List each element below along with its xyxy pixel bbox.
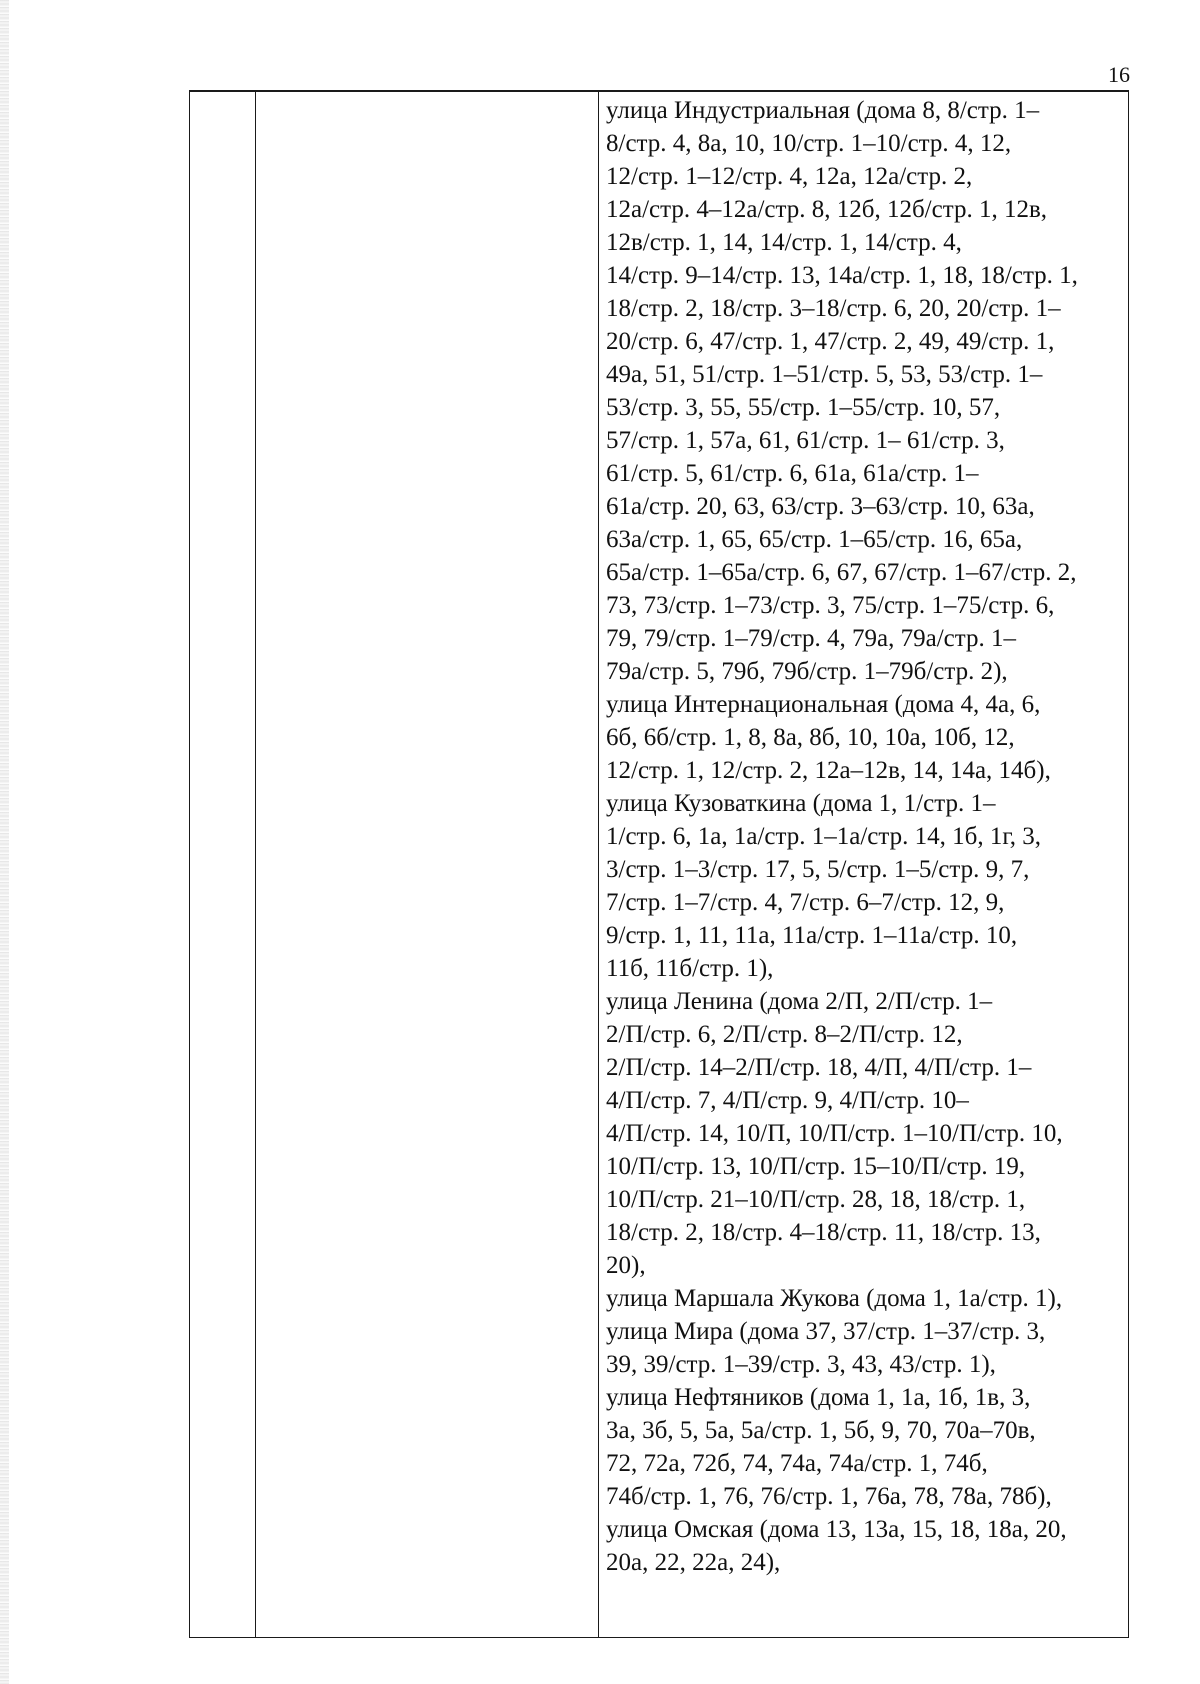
address-line: 8/стр. 4, 8а, 10, 10/стр. 1–10/стр. 4, 12, — [606, 130, 1012, 157]
address-line: 61а/стр. 20, 63, 63/стр. 3–63/стр. 10, 63а, — [606, 493, 1035, 520]
address-line: 72, 72а, 72б, 74, 74а, 74а/стр. 1, 74б, — [606, 1450, 988, 1477]
address-line: 65а/стр. 1–65а/стр. 6, 67, 67/стр. 1–67/стр. 2, — [606, 559, 1077, 586]
address-line: улица Ленина (дома 2/П, 2/П/стр. 1– — [606, 988, 993, 1015]
address-line: 3а, 3б, 5, 5а, 5а/стр. 1, 5б, 9, 70, 70а–70в, — [606, 1417, 1036, 1444]
address-line: 20/стр. 6, 47/стр. 1, 47/стр. 2, 49, 49/стр. 1, — [606, 328, 1055, 355]
address-line: улица Индустриальная (дома 8, 8/стр. 1– — [606, 97, 1040, 124]
address-line: 12/стр. 1, 12/стр. 2, 12а–12в, 14, 14а, 14б), — [606, 757, 1051, 784]
address-line: 12а/стр. 4–12а/стр. 8, 12б, 12б/стр. 1, 12в, — [606, 196, 1048, 223]
address-line: улица Омская (дома 13, 13а, 15, 18, 18а, 20, — [606, 1516, 1067, 1543]
address-line: улица Кузоваткина (дома 1, 1/стр. 1– — [606, 790, 996, 817]
address-line: 14/стр. 9–14/стр. 13, 14а/стр. 1, 18, 18/стр. 1, — [606, 262, 1078, 289]
address-line: 2/П/стр. 6, 2/П/стр. 8–2/П/стр. 12, — [606, 1021, 963, 1048]
address-line: 20а, 22, 22а, 24), — [606, 1549, 781, 1576]
address-line: 18/стр. 2, 18/стр. 3–18/стр. 6, 20, 20/стр. 1– — [606, 295, 1061, 322]
address-line: 18/стр. 2, 18/стр. 4–18/стр. 11, 18/стр. 13, — [606, 1219, 1041, 1246]
address-line: 53/стр. 3, 55, 55/стр. 1–55/стр. 10, 57, — [606, 394, 1001, 421]
address-line: 79а/стр. 5, 79б, 79б/стр. 1–79б/стр. 2), — [606, 658, 1008, 685]
address-line: 7/стр. 1–7/стр. 4, 7/стр. 6–7/стр. 12, 9, — [606, 889, 1005, 916]
address-line: улица Интернациональная (дома 4, 4а, 6, — [606, 691, 1041, 718]
address-line: 12в/стр. 1, 14, 14/стр. 1, 14/стр. 4, — [606, 229, 962, 256]
address-line: 61/стр. 5, 61/стр. 6, 61а, 61а/стр. 1– — [606, 460, 979, 487]
address-line: улица Мира (дома 37, 37/стр. 1–37/стр. 3, — [606, 1318, 1046, 1345]
address-line: 4/П/стр. 14, 10/П, 10/П/стр. 1–10/П/стр. 10, — [606, 1120, 1063, 1147]
address-line: 3/стр. 1–3/стр. 17, 5, 5/стр. 1–5/стр. 9, 7, — [606, 856, 1030, 883]
address-line: 74б/стр. 1, 76, 76/стр. 1, 76а, 78, 78а, 78б), — [606, 1483, 1052, 1510]
address-line: улица Нефтяников (дома 1, 1а, 1б, 1в, 3, — [606, 1384, 1031, 1411]
address-line: 79, 79/стр. 1–79/стр. 4, 79а, 79а/стр. 1– — [606, 625, 1017, 652]
address-line: улица Маршала Жукова (дома 1, 1а/стр. 1), — [606, 1285, 1063, 1312]
address-line: 57/стр. 1, 57а, 61, 61/стр. 1– 61/стр. 3, — [606, 427, 1005, 454]
address-line: 63а/стр. 1, 65, 65/стр. 1–65/стр. 16, 65а, — [606, 526, 1023, 553]
address-line: 4/П/стр. 7, 4/П/стр. 9, 4/П/стр. 10– — [606, 1087, 969, 1114]
page-number: 16 — [1108, 62, 1130, 87]
address-line: 10/П/стр. 21–10/П/стр. 28, 18, 18/стр. 1, — [606, 1186, 1026, 1213]
address-line: 10/П/стр. 13, 10/П/стр. 15–10/П/стр. 19, — [606, 1153, 1026, 1180]
row-number-cell — [190, 92, 256, 1637]
address-line: 9/стр. 1, 11, 11а, 11а/стр. 1–11а/стр. 10, — [606, 922, 1018, 949]
address-line: 2/П/стр. 14–2/П/стр. 18, 4/П, 4/П/стр. 1– — [606, 1054, 1032, 1081]
address-list-cell — [599, 92, 1128, 1637]
address-line: 6б, 6б/стр. 1, 8, 8а, 8б, 10, 10а, 10б, 12, — [606, 724, 1015, 751]
address-table — [189, 90, 1129, 1638]
district-name-cell — [256, 92, 599, 1637]
address-line: 1/стр. 6, 1а, 1а/стр. 1–1а/стр. 14, 1б, 1г, 3, — [606, 823, 1042, 850]
address-line: 20), — [606, 1252, 646, 1279]
address-line: 39, 39/стр. 1–39/стр. 3, 43, 43/стр. 1), — [606, 1351, 996, 1378]
address-line: 73, 73/стр. 1–73/стр. 3, 75/стр. 1–75/стр. 6, — [606, 592, 1055, 619]
address-line: 12/стр. 1–12/стр. 4, 12а, 12а/стр. 2, — [606, 163, 973, 190]
address-line: 11б, 11б/стр. 1), — [606, 955, 774, 982]
address-line: 49а, 51, 51/стр. 1–51/стр. 5, 53, 53/стр. 1– — [606, 361, 1043, 388]
scan-edge-artifact — [0, 0, 9, 1684]
